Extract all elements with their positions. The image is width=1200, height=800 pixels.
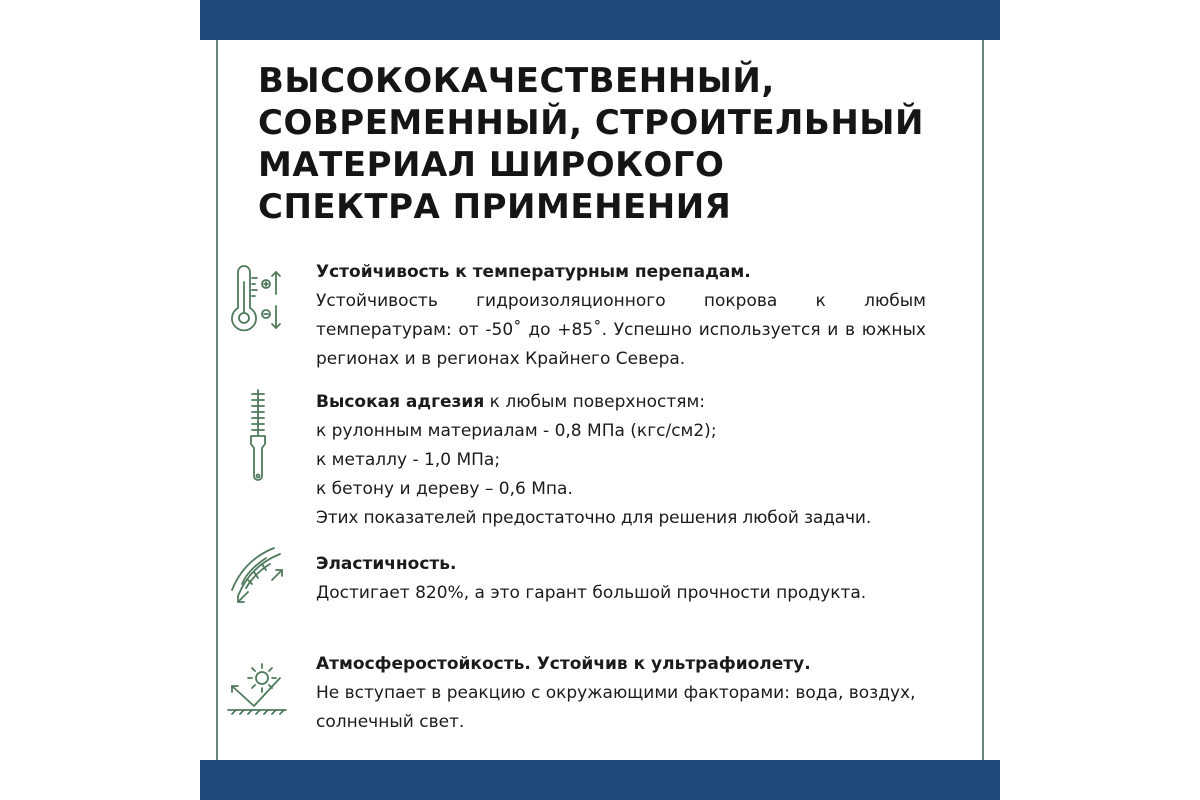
sun-reflection-icon: [224, 660, 288, 726]
title-line: МАТЕРИАЛ ШИРОКОГО: [258, 145, 725, 185]
feature-text: Устойчивость гидроизоляционного покрова к любым температурам: от -50˚ до +85˚. Успешно используется и в южных регионах и в регионах Крайнего Севера.: [316, 291, 926, 369]
feature-line: к рулонным материалам - 0,8 МПа (кгс/см2);: [316, 421, 717, 441]
feature-text: Не вступает в реакцию с окружающими факторами: вода, воздух, солнечный свет.: [316, 683, 916, 732]
feature-heading-rest: к любым поверхностям:: [484, 392, 706, 412]
top-band: [200, 0, 1000, 40]
feature-heading: Устойчивость к температурным перепадам.: [316, 262, 751, 282]
title-line: СОВРЕМЕННЫЙ, СТРОИТЕЛЬНЫЙ: [258, 103, 924, 143]
feature-heading: Атмосферостойкость. Устойчив к ультрафиолету.: [316, 654, 811, 674]
feature-heading: Высокая адгезия: [316, 392, 485, 412]
zipper-icon: [224, 388, 288, 488]
feature-text: Достигает 820%, а это гарант большой прочности продукта.: [316, 583, 867, 603]
feature-line: Этих показателей предостаточно для решения любой задачи.: [316, 508, 872, 528]
feature-elasticity: [316, 550, 926, 608]
thermometer-icon: [224, 262, 288, 338]
feature-weather: [316, 650, 926, 737]
title-line: СПЕКТРА ПРИМЕНЕНИЯ: [258, 187, 732, 227]
title-line: ВЫСОКОКАЧЕСТВЕННЫЙ,: [258, 61, 775, 101]
page-title: [258, 60, 978, 228]
feature-line: к металлу - 1,0 МПа;: [316, 450, 501, 470]
stretch-icon: [224, 540, 288, 606]
feature-heading: Эластичность.: [316, 554, 457, 574]
bottom-band: [200, 760, 1000, 800]
feature-line: к бетону и дереву – 0,6 Мпа.: [316, 479, 573, 499]
feature-adhesion: [316, 388, 926, 533]
feature-temperature: [316, 258, 926, 374]
